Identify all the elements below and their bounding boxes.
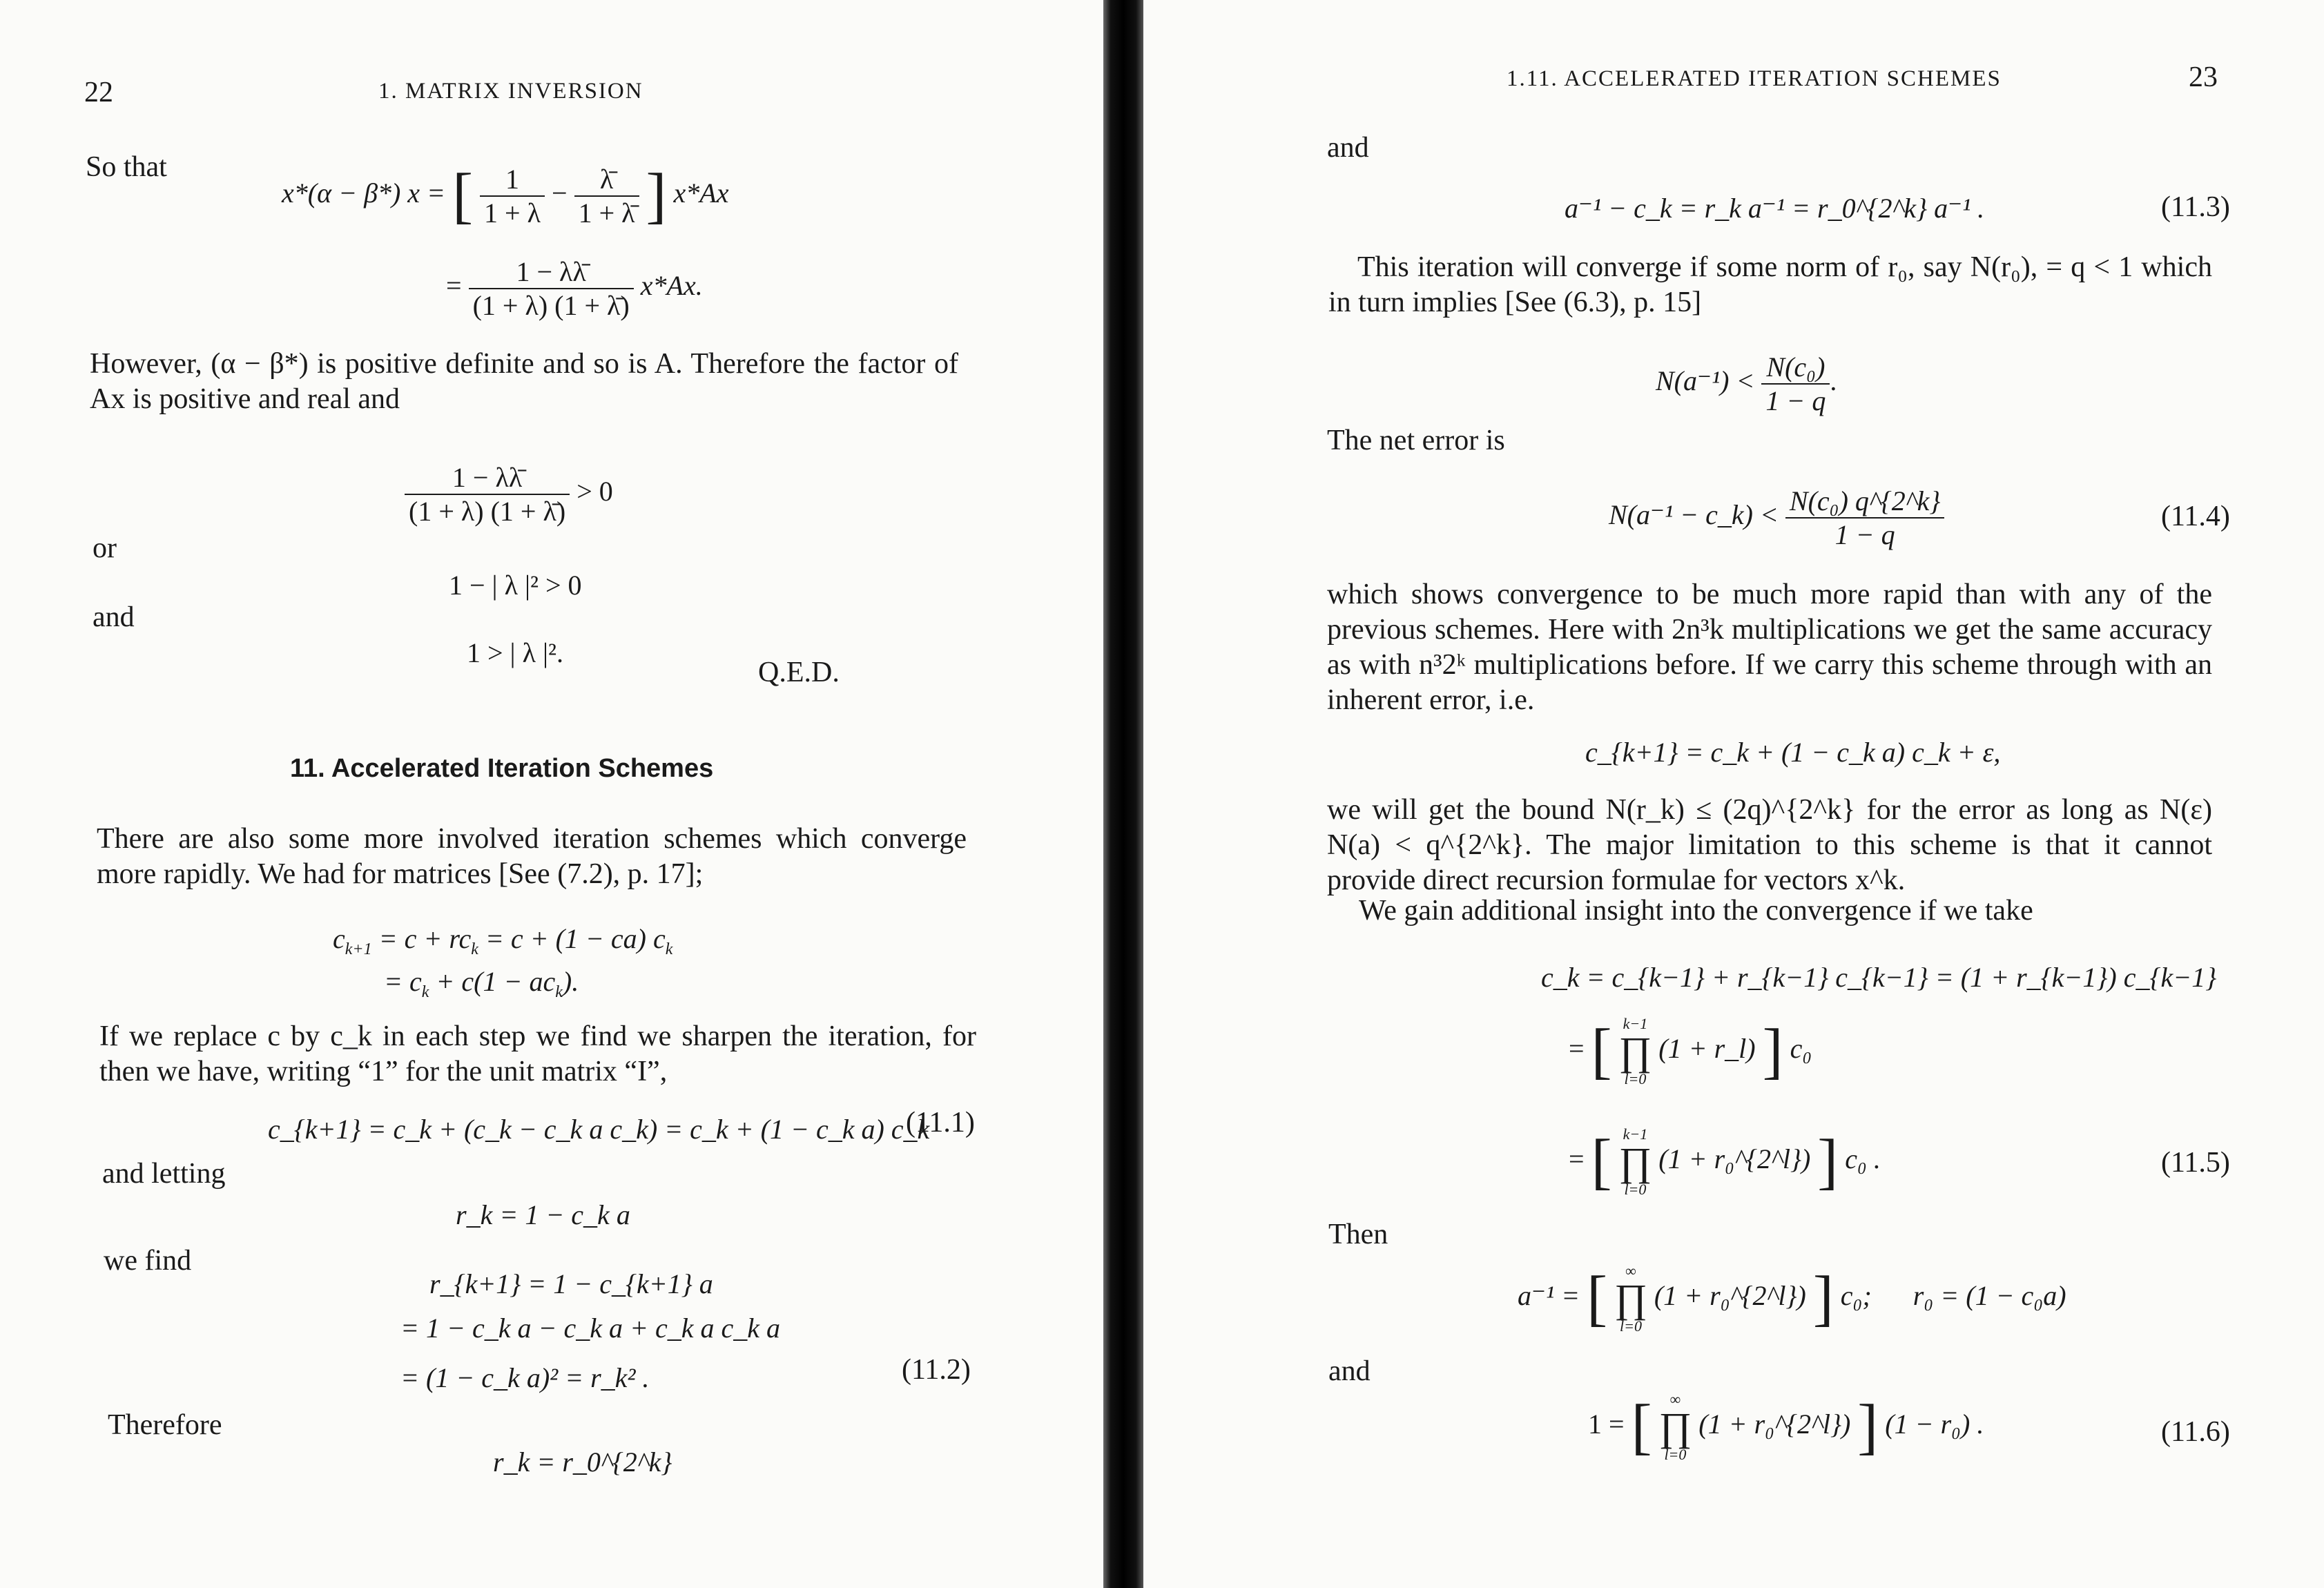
so-that-label: So that	[86, 151, 167, 183]
qed: Q.E.D.	[758, 657, 840, 688]
equation-product-1: c_k = c_{k−1} + r_{k−1} c_{k−1} = (1 + r_{k−1}) c_{k−1}	[1541, 962, 2217, 993]
equation-c-2: = $c_k + c(1 - ac_k)$.	[384, 966, 579, 1001]
net-error-label: The net error is	[1327, 425, 1505, 456]
and-top-label: and	[1327, 132, 1369, 164]
and-letting-label: and letting	[102, 1158, 226, 1190]
therefore-label: Therefore	[108, 1409, 222, 1441]
equation-11-5-tag: (11.5)	[2161, 1147, 2230, 1179]
equation-error: c_{k+1} = c_k + (1 − c_k a) c_k + ε,	[1585, 737, 2001, 768]
equation-11-3: a⁻¹ − c_k = r_k a⁻¹ = r_0^{2^k} a⁻¹ .	[1565, 193, 1985, 224]
inequality-1: $\frac{1 - \lambda\lambdā}{(1 + \lambda) (1 + \lambdā)}$ > 0	[405, 461, 613, 527]
left-page-number: 22	[84, 77, 113, 108]
inequality-3: 1 > | λ |².	[467, 637, 563, 668]
book-spine-shadow	[1103, 0, 1143, 1588]
equation-final: r_k = r_0^{2^k}	[493, 1446, 672, 1478]
product-symbol: k−1 ∏ l=0	[1618, 1125, 1652, 1198]
and-bottom-label: and	[1328, 1355, 1371, 1387]
equation-11-2-tag: (11.2)	[902, 1354, 971, 1386]
equation-product-2: = [ k−1 ∏ l=0 (1 + r_l) ] c₀	[1569, 1015, 1812, 1087]
paragraph-we-will: we will get the bound N(r_k) ≤ (2q)^{2^k} for the error as long as N(ε) N(a) < q^{2^k}. The major limitation to this scheme is that it cannot provide direct recursion formulae for vectors x^k.	[1327, 794, 2212, 896]
equation-11-6: 1 = [ ∞ ∏ l=0 (1 + r₀^{2^l}) ] (1 − r₀) .	[1588, 1391, 1984, 1463]
paragraph-if: If we replace c by c_k in each step we find we sharpen the iteration, for then we have, writing “1” for the unit matrix “I”,	[99, 1020, 976, 1087]
equation-11-4-tag: (11.4)	[2161, 501, 2230, 532]
equation-11-1-tag: (11.1)	[906, 1107, 975, 1139]
equation-11-3-tag: (11.3)	[2161, 191, 2230, 223]
or-label: or	[93, 532, 117, 564]
equation-top-1: x*(α − β*) x = [ $\frac{1}{1 + \lambda}$ − $\frac{\lambdā}{1 + \lambdā}$ ] x*Ax	[282, 162, 729, 230]
equation-r: r_k = 1 − c_k a	[456, 1199, 630, 1230]
equation-n1: N(a⁻¹) < $\frac{\text{N(c₀)}}{1 - q}$ .	[1656, 351, 1837, 416]
product-symbol: k−1 ∏ l=0	[1618, 1015, 1652, 1087]
equation-11-1: c_{k+1} = c_k + (c_k − c_k a c_k) = c_k + (1 − c_k a) c_k	[268, 1114, 930, 1145]
equation-11-4: N(a⁻¹ − c_k) < $\frac{\text{N(c₀) q\textasciicircum{}\{2\textasciicircum{}k\}}}{1 - q}$	[1609, 485, 1944, 551]
and-label: and	[93, 601, 135, 633]
product-symbol: ∞ ∏ l=0	[1614, 1262, 1647, 1335]
paragraph-this: This iteration will converge if some norm of r₀, say N(r₀), = q < 1 which in turn implies [See (6.3), p. 15]	[1328, 251, 2212, 318]
left-page	[0, 0, 1098, 1588]
right-page	[1146, 0, 2324, 1588]
paragraph-there: There are also some more involved iteration schemes which converge more rapidly. We had for matrices [See (7.2), p. 17];	[97, 823, 967, 890]
equation-product-3: = [ k−1 ∏ l=0 (1 + r₀^{2^l}) ] c₀ .	[1569, 1125, 1881, 1198]
right-running-head: 1.11. ACCELERATED ITERATION SCHEMES	[1507, 66, 2002, 91]
equation-top-2: = $\frac{1 - \lambda\lambdā}{(1 + \lambda) (1 + \lambdā)}$ x*Ax.	[446, 256, 703, 321]
equation-rk1-3: = (1 − c_k a)² = r_k² .	[400, 1362, 650, 1393]
equation-11-6-tag: (11.6)	[2161, 1416, 2230, 1448]
equation-c-1: $c_{k+1} = c + rc_k = c + (1 - ca)$ $c_k$	[333, 923, 673, 958]
inequality-2: 1 − | λ |² > 0	[449, 570, 582, 601]
paragraph-however: However, (α − β*) is positive definite and so is A. Therefore the factor of Ax is positive and real and	[90, 348, 958, 415]
equation-rk1-1: r_{k+1} = 1 − c_{k+1} a	[429, 1268, 713, 1299]
then-label: Then	[1328, 1219, 1388, 1250]
paragraph-which: which shows convergence to be much more rapid than with any of the previous schemes. Here with 2n³k multiplications we get the same accuracy as with n³2ᵏ multiplications before. If we carry this scheme through with an inherent error, i.e.	[1327, 579, 2212, 716]
left-running-head: 1. MATRIX INVERSION	[378, 79, 643, 104]
paragraph-we-gain: We gain additional insight into the convergence if we take	[1359, 895, 2033, 927]
we-find-label: we find	[104, 1245, 192, 1277]
equation-rk1-2: = 1 − c_k a − c_k a + c_k a c_k a	[400, 1313, 780, 1344]
equation-inverse: a⁻¹ = [ ∞ ∏ l=0 (1 + r₀^{2^l}) ] c₀; r₀ = (1 − c₀a)	[1518, 1262, 2066, 1335]
product-symbol: ∞ ∏ l=0	[1658, 1391, 1692, 1463]
section-heading: 11. Accelerated Iteration Schemes	[290, 754, 714, 783]
right-page-number: 23	[2189, 61, 2218, 93]
